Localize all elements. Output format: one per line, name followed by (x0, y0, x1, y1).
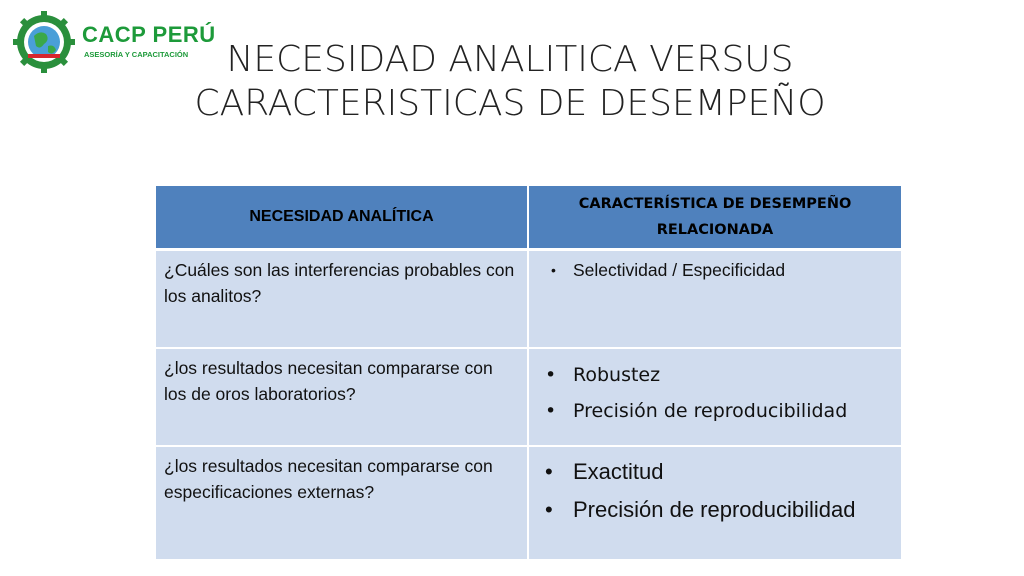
characteristics-cell (528, 348, 902, 446)
need-cell: ¿los resultados necesitan compararse con especificaciones externas? (156, 446, 528, 560)
characteristic-item: • Precisión de reproducibilidad (573, 493, 893, 527)
characteristics-cell (528, 446, 902, 560)
table-row (156, 348, 902, 446)
table-row (156, 446, 902, 560)
characteristic-item: • Robustez (573, 361, 893, 389)
comparison-table (156, 186, 903, 561)
characteristics-cell (528, 250, 902, 349)
need-cell: ¿Cuáles son las interferencias probables con los analitos? (156, 250, 528, 349)
logo-name: CACP PERÚ (82, 22, 216, 47)
need-cell: ¿los resultados necesitan compararse con los de oros laboratorios? (156, 348, 528, 446)
characteristic-item: • Selectividad / Especificidad (573, 257, 893, 283)
slide-title (150, 38, 870, 126)
characteristic-item: • Precisión de reproducibilidad (573, 397, 893, 425)
title-line-2: CARACTERISTICAS DE DESEMPEÑO (194, 83, 826, 124)
header-performance-characteristic: CARACTERÍSTICA DE DESEMPEÑO RELACIONADA (528, 186, 902, 250)
table-row (156, 250, 902, 349)
header-analytical-need: NECESIDAD ANALÍTICA (156, 186, 528, 250)
table-header-row (156, 186, 902, 250)
gear-globe-icon (12, 10, 76, 74)
logo-tagline: ASESORÍA Y CAPACITACIÓN (84, 50, 189, 59)
characteristic-item: • Exactitud (573, 455, 893, 489)
title-line-1: NECESIDAD ANALITICA VERSUS (226, 39, 794, 80)
